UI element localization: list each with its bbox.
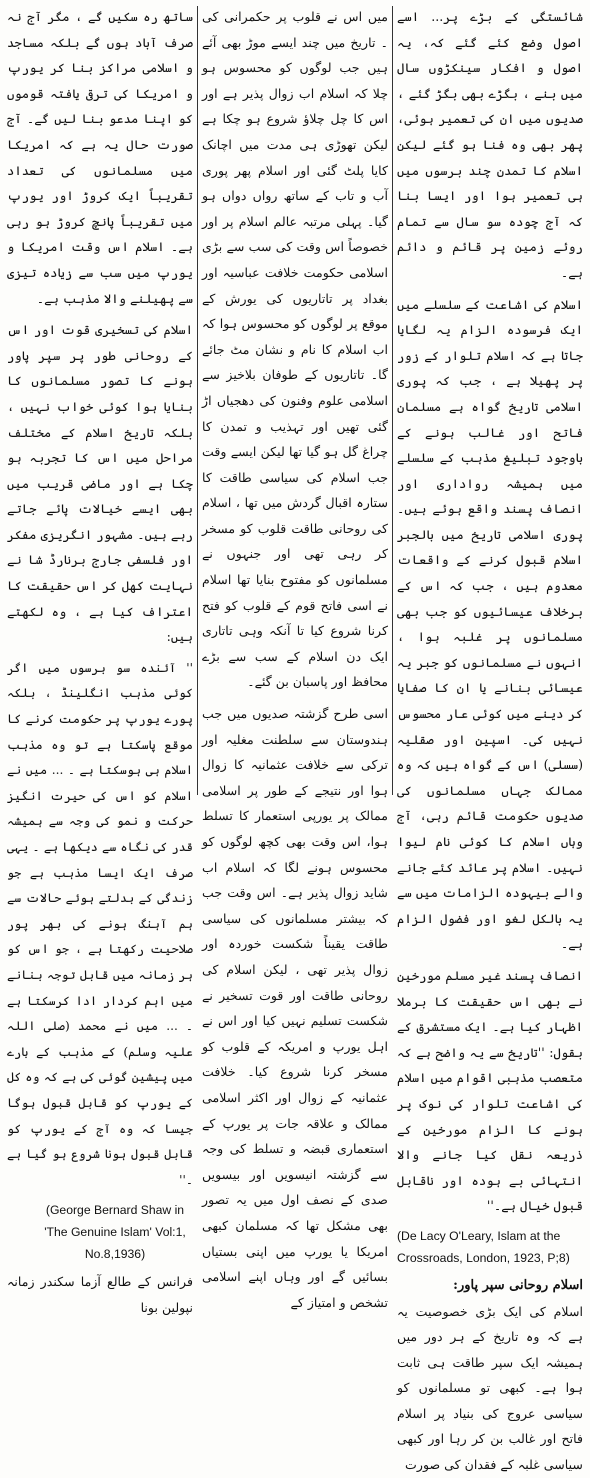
citation-shaw: (George Bernard Shaw in 'The Genuine Islam' Vol:1, No.8,1936) [44, 1203, 186, 1262]
paragraph: میں اس نے قلوب پر حکمرانی کی ۔ تاریخ میں چند ایسے موڑ بھی آئے ہیں جب لوگوں کو محسوس ہو چلا کہ اسلام اب زوال پذیر ہے اور اس کا چل چلاؤ شروع ہو چکا ہے لیکن تھوڑی ہی مدت میں اچانک کایا پلٹ گئی اور اسلام پھر پوری آب و تاب کے ساتھ رواں دواں ہو گیا۔ پہلی مرتبہ عالم اسلام پر اور خصوصاً اس وقت کی سب سے بڑی اسلامی حکومت خلافت عباسیہ اور بغداد پر تاتاریوں کی یورش کے موقع پر لوگوں کو محسوس ہوا کہ اب اسلام کا نام و نشان مٹ جائے گا۔ تاتاریوں کے طوفان بلاخیز سے اسلامی علوم وفنون کی دھجیاں اڑ گئی تھیں اور تہذیب و تمدن کا چراغ گل ہو گیا تھا لیکن ایسے وقت جب اسلام کی سیاسی طاقت کا ستارہ اقبال گردش میں تھا ، اسلام کی روحانی طاقت قلوب کو مسخر کر رہی تھی اور جنہوں نے مسلمانوں کو مفتوح بنایا تھا اسلام نے اسی فاتح قوم کے قلوب کو فتح کرنا شروع کیا تا آنکہ وہی تاتاری ایک دن اسلام کے سب سے بڑے محافظ اور پاسبان بن گئے۔ [202, 9, 388, 690]
paragraph: ساتھ رہ سکیں گے ، مگر آج نہ صرف آباد ہوں گے بلکہ مساجد و اسلامی مراکز بنا کر یورپ و امریکا کی ترقی یافتہ قوموں کو اپنا مدعو بنا لیں گے۔ آج صورت حال یہ ہے کہ امریکا میں مسلمانوں کی تعداد تقریباً ایک کروڑ اور یورپ میں تقریباً پانچ کروڑ ہو رہی ہے۔ اسلام اس وقت امریکا و یورپ میں سب سے زیادہ تیزی سے پھیلنے والا مذہب ہے۔ [7, 9, 193, 306]
shaw-quote: '' آئندہ سو برسوں میں اگر کوئی مذہب انگلینڈ ، بلکہ پورے یورپ پر حکومت کرنے کا موقع پاسکتا ہے تو وہ مذہب اسلام ہی ہوسکتا ہے ۔ ... میں نے اسلام کو اس کی حیرت انگیز حرکت و نمو کی وجہ سے ہمیشہ قدر کی نگاہ سے دیکھا ہے ۔ یہی صرف ایک ایسا مذہب ہے جو زندگی کے بدلتے ہوئے حالات سے ہم آہنگ ہونے کی بھر پور صلاحیت رکھتا ہے ، جو اس کو ہر زمانہ میں قابل توجہ بنانے میں اہم کردار ادا کرسکتا ہے ۔ ... میں نے محمد (صلی اللہ علیہ وسلم) کے مذہب کے بارے میں پیشین گوئی کی ہے کہ وہ کل کے یورپ کو قابل قبول ہوگا جیسا کہ وہ آج کے یورپ کو قابل قبول ہونا شروع ہو گیا ہے ۔'' [7, 660, 193, 1187]
paragraph: شائستگی کے بڑے پر... اسے اصول وضع کئے گئے کہ، یہ اصول و افکار سینکڑوں سال میں بنے ، بگڑے بھی بگڑ گئے ، صدیوں میں ان کی تعمیر ہوئی، پھر بھی وہ فنا ہو گئے لیکن اسلام کا تمدن چند برسوں میں ہی تعمیر ہوا اور ایسا بنا کہ آج چودہ سو سال سے تمام روئے زمین پر قائم و دائم ہے۔ [397, 9, 583, 280]
paragraph: اسی طرح گزشتہ صدیوں میں جب ہندوستان سے سلطنت مغلیہ اور ترکی سے خلافت عثمانیہ کا زوال ہوا اور نتیجے کے طور پر اسلامی ممالک پر یورپی استعمار کا تسلط ہوا، اس وقت بھی کچھ لوگوں کو محسوس ہونے لگا کہ اسلام اب شاید زوال پذیر ہے۔ اس وقت جب کہ بیشتر مسلمانوں کی سیاسی طاقت یقیناً شکست خوردہ اور زوال پذیر تھی ، لیکن اسلام کی روحانی طاقت اور قوت تسخیر نے شکست تسلیم نہیں کیا اور اس نے اہل یورپ و امریکہ کے قلوب کو مسخر کرنا شروع کیا۔ خلافت عثمانیہ کے زوال اور اکثر اسلامی ممالک و علاقہ جات پر یورپ کے استعماری قبضہ و تسلط کی وجہ سے گزشتہ انیسویں اور بیسویں صدی کے نصف اول میں یہ تصور بھی مشکل تھا کہ مسلمان کبھی امریکا یا یورپ میں اپنی بستیاں بسائیں گے اور وہاں اپنے اسلامی تشخص و امتیاز کے [202, 706, 388, 1310]
paragraph: اسلام کی اشاعت کے سلسلے میں ایک فرسودہ الزام یہ لگایا جاتا ہے کہ اسلام تلوار کے زور پر پھیلا ہے ، جب کہ پوری اسلامی تاریخ گواہ ہے مسلمان فاتح اور غالب ہونے کے باوجود تبلیغ مذہب کے سلسلے میں ہمیشہ رواداری اور انصاف پسند واقع ہوئے ہیں۔ پوری اسلامی تاریخ میں بالجبر اسلام قبول کرنے کے واقعات معدوم ہیں ، جب کہ اس کے برخلاف عیسائیوں کو جب بھی مسلمانوں پر غلبہ ہوا ، انہوں نے مسلمانوں کو جبر یہ عیسائی بنانے یا ان کا صفایا کر دینے میں کوئی عار محسوس نہیں کی۔ اسپین اور صقلیہ (سسلی) اس کے گواہ ہیں کہ وہ ممالک جہاں مسلمانوں کی صدیوں حکومت قائم رہی، آج وہاں اسلام کا کوئی نام لیوا نہیں۔ اسلام پر عائد کئے جانے والے بیہودہ الزامات میں سے یہ بالکل لغو اور فضول الزام ہے۔ [397, 296, 583, 952]
paragraph: فرانس کے طالع آزما سکندر زمانہ نپولین بونا [7, 1274, 193, 1315]
column-left [3, 4, 197, 1315]
section-heading: اسلام روحانی سپر پاور: [453, 1277, 583, 1293]
paragraph: انصاف پسند غیر مسلم مورخین نے بھی اس حقیقت کا برملا اظہار کیا ہے۔ ایک مستشرق کے بقول: ''تاریخ سے یہ واضح ہے کہ متعصب مذہبی اقوام میں اسلام کی اشاعت تلوار کی نوک پر ہونے کا الزام مورخین کے ذریعہ نقل کیا جانے والا انتہائی بے ہودہ اور ناقابل قبول خیال ہے۔'' [397, 967, 583, 1214]
column-right [393, 4, 587, 1473]
citation-oleary: (De Lacy O'Leary, Islam at the Crossroads, London, 1923, P;8) [397, 1228, 570, 1265]
paragraph: اسلام کی ایک بڑی خصوصیت یہ ہے کہ وہ تاریخ کے ہر دور میں ہمیشہ ایک سپر طاقت ہی ثابت ہوا ہے۔ کبھی تو مسلمانوں کو سیاسی عروج کی بنیاد پر اسلام فاتح اور غالب بن کر رہا اور کبھی سیاسی غلبہ کے فقدان کی صورت [397, 1303, 583, 1473]
column-middle [198, 4, 392, 1310]
paragraph: اسلام کی تسخیری قوت اور اس کے روحانی طور پر سپر پاور ہونے کا تصور مسلمانوں کا بنایا ہوا کوئی خواب نہیں ، بلکہ تاریخ اسلام کے مختلف مراحل میں اس کا تجربہ ہو چکا ہے اور ماضی قریب میں بھی ایسے خیالات پائے جاتے رہے ہیں۔ مشہور انگریزی مفکر اور فلسفی جارج برنارڈ شا نے نہایت کھل کر اس حقیقت کا اعتراف کیا ہے ، وہ لکھتے ہیں: [7, 322, 193, 645]
